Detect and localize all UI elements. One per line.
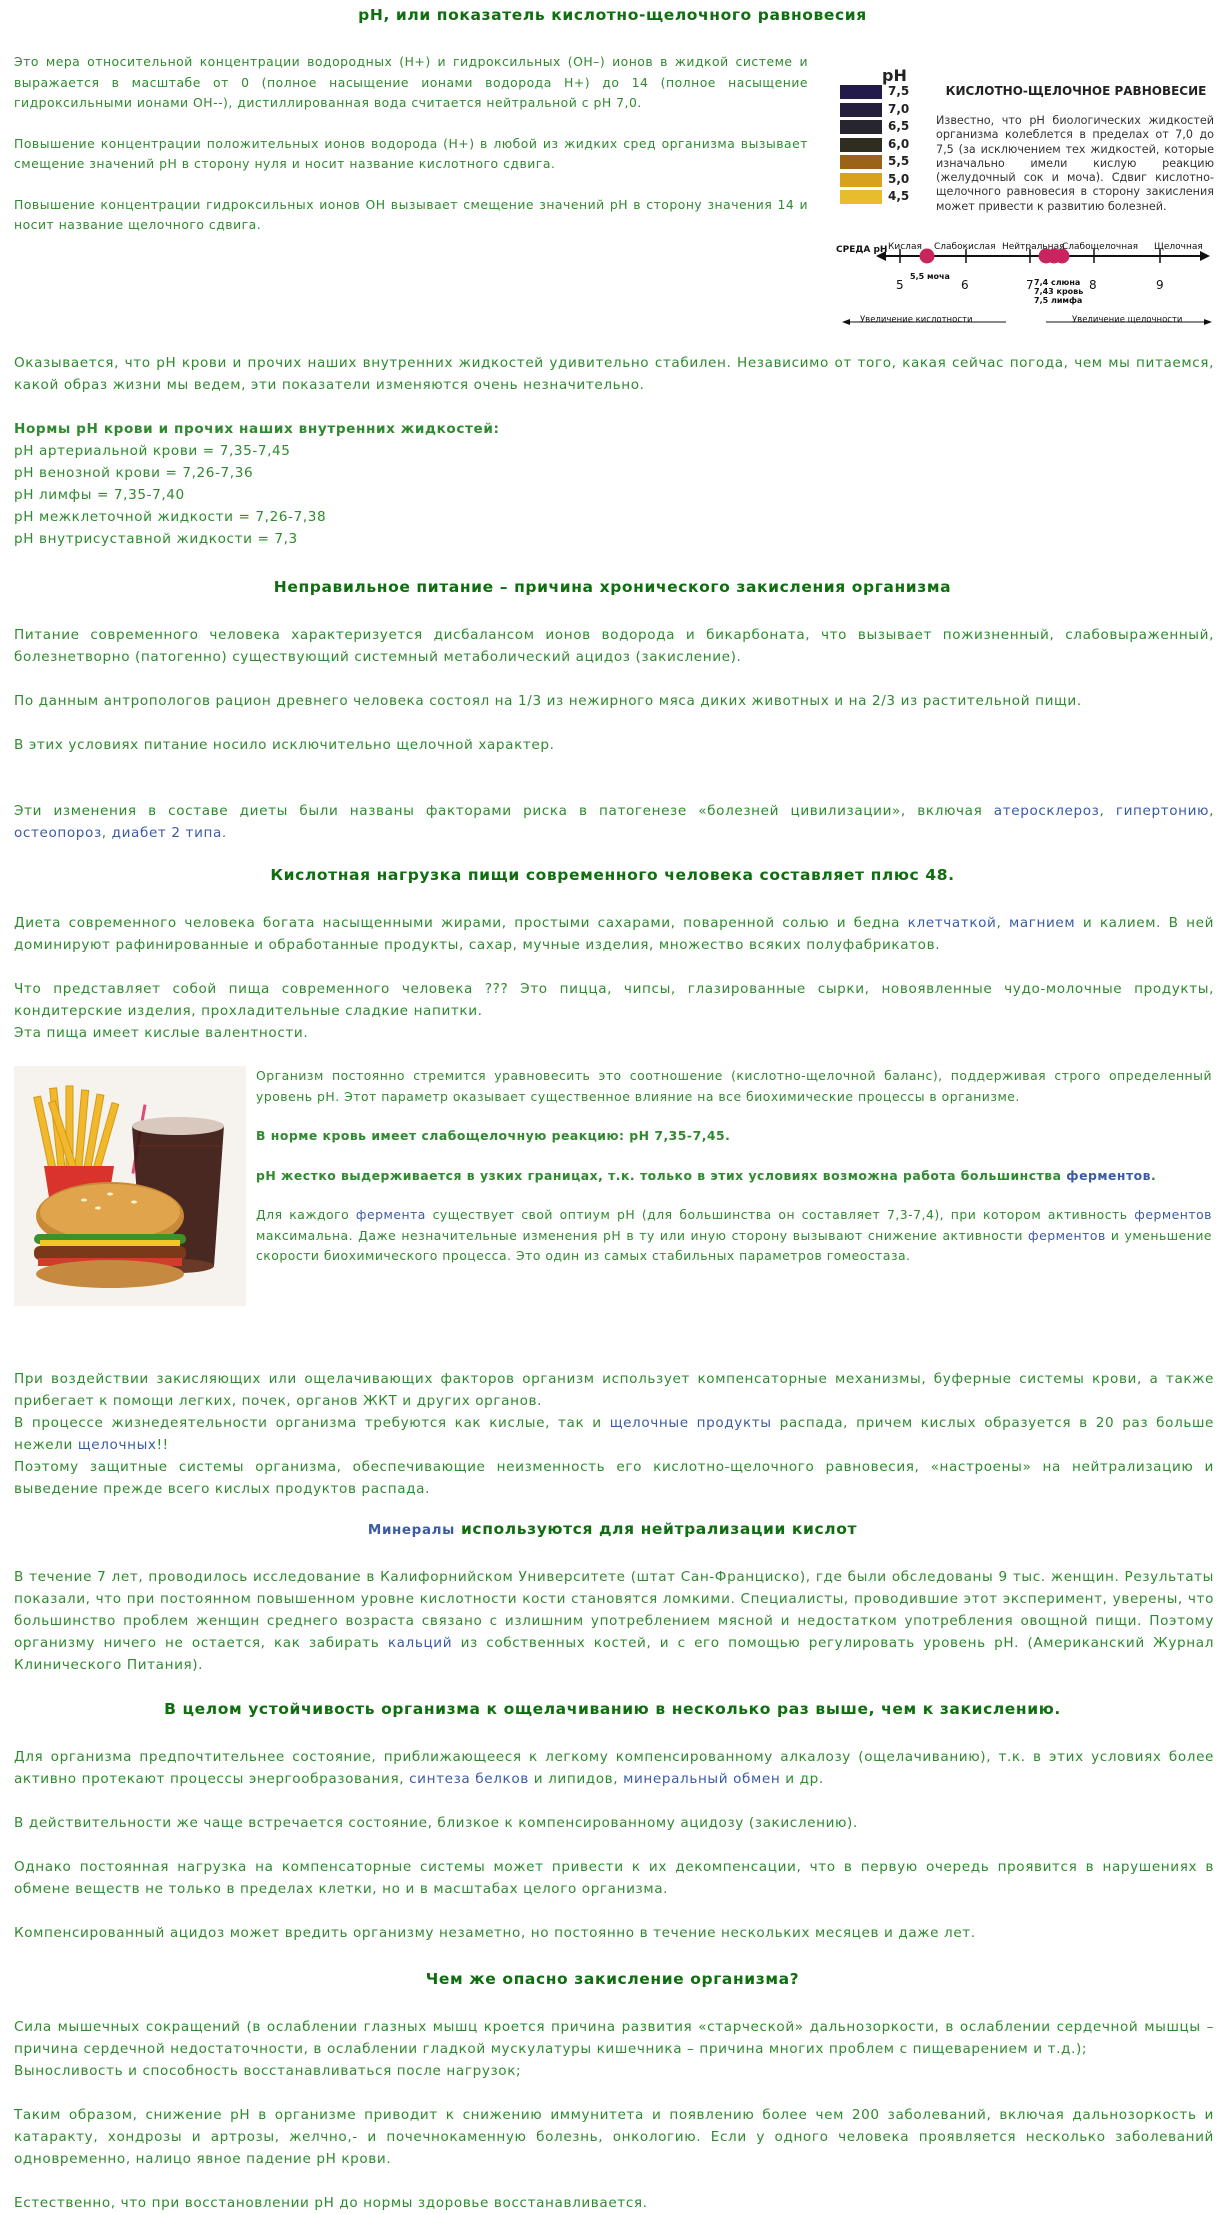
ph-scale-row (840, 137, 930, 153)
resistance-paragraph-4: Компенсированный ацидоз может вредить организму незаметно, но постоянно в течение нескольких месяцев и даже лет. (14, 1925, 976, 1941)
ph-scale-row (840, 154, 930, 170)
intro-paragraph-3: Повышение концентрации гидроксильных ионов ОН вызывает смещение значений рН в сторону значения 14 и носит название щелочного сдвига. (14, 196, 808, 232)
tick-7: 7 (1026, 278, 1034, 292)
section-nutrition (14, 624, 1214, 844)
acid-load-paragraph-2: Что представляет собой пища современного человека ??? Это пицца, чипсы, глазированные сырки, новоявленные чудо-молочные продукты, кондитерские изделия, прохладительные сладкие напитки. (14, 981, 1214, 1019)
section-heading-danger: Чем же опасно закисление организма? (425, 1970, 800, 1988)
norm-item: рН венозной крови = 7,26-7,36 (14, 465, 254, 481)
ph-color-swatch (840, 190, 882, 204)
section-acid-load (14, 912, 1214, 1044)
side-paragraph-3: рН жестко выдерживается в узких границах, т.к. только в этих условиях возможна работа большинства ферментов. (256, 1167, 1157, 1183)
norm-item: рН артериальной крови = 7,35-7,45 (14, 443, 291, 459)
link-enzymes-3[interactable]: ферментов (1028, 1227, 1106, 1243)
ph-scale-label: pH (882, 66, 907, 85)
ph-color-swatch (840, 120, 882, 134)
link-enzymes[interactable]: ферментов (1066, 1167, 1151, 1183)
ph-scale-row (840, 84, 930, 100)
danger-paragraph-1: Сила мышечных сокращений (в ослаблении глазных мышц кроется причина развития «старческой» дальнозоркости, в ослаблении сердечной мышцы – причина сердечной недостаточности, в ослаблении гладкой мускулатуры кишечника – причина многих проблем с пищеварением и т.д.); (14, 2019, 1214, 2057)
nutrition-paragraph-3: В этих условиях питание носило исключительно щелочной характер. (14, 737, 555, 753)
zone-alkaline: Щелочная (1154, 242, 1203, 252)
ph-color-swatch (840, 138, 882, 152)
nutrition-paragraph-1: Питание современного человека характеризуется дисбалансом ионов водорода и бикарбоната, что вызывает пожизненный, слабовыраженный, болезнетворно (патогенно) существующий системный метаболический ацидоз (закисление). (14, 627, 1214, 665)
ph-scale-row (840, 172, 930, 188)
compensation-paragraph-3: Поэтому защитные системы организма, обеспечивающие неизменность его кислотно-щелочного равновесия, «настроены» на нейтрализацию и выведение прежде всего кислых продуктов распада. (14, 1459, 1214, 1497)
section-compensation (14, 1368, 1214, 1500)
tick-5: 5 (896, 278, 904, 292)
section-danger (14, 2016, 1214, 2214)
ph-value-label: 7,0 (888, 101, 910, 116)
ph-value-label: 4,5 (888, 189, 910, 203)
ph-value-label: 5,5 (888, 154, 910, 168)
link-fiber[interactable]: клетчаткой (907, 915, 997, 931)
compensation-paragraph-1: При воздействии закисляющих или ощелачивающих факторов организм использует компенсаторные механизмы, буферные системы крови, а также прибегает к помощи легких, почек, органов ЖКТ и других органов. (14, 1371, 1214, 1409)
page-title: pH, или показатель кислотно-щелочного равновесия (358, 6, 867, 24)
link-atherosclerosis[interactable]: атеросклероз (993, 803, 1100, 819)
intro-paragraph-2: Повышение концентрации положительных ионов водорода (Н+) в любой из жидких сред организма вызывает смещение значений рН в сторону нуля и носит название кислотного сдвига. (14, 135, 808, 171)
ph-scale-row (840, 119, 930, 135)
acid-load-paragraph-3: Эта пища имеет кислые валентности. (14, 1025, 309, 1041)
ph-value-label: 6,0 (888, 136, 910, 151)
fast-food-image (14, 1066, 246, 1306)
zone-acid: Кислая (888, 242, 922, 252)
section-minerals (14, 1566, 1214, 1676)
ph-scale-row (840, 189, 930, 205)
danger-paragraph-2: Выносливость и способность восстанавливаться после нагрузок; (14, 2063, 522, 2079)
side-paragraph-1: Организм постоянно стремится уравновесить это соотношение (кислотно-щелочной баланс), поддерживая строго определенный уровень рН. Этот параметр оказывает существенное влияние на все биохимические процессы в организме. (256, 1068, 1212, 1104)
norm-item: рН межклеточной жидкости = 7,26-7,38 (14, 509, 327, 525)
tick-6: 6 (961, 278, 969, 292)
link-enzyme[interactable]: фермента (355, 1207, 426, 1222)
stability-paragraph: Оказывается, что рН крови и прочих наших внутренних жидкостей удивительно стабилен. Независимо от того, какая сейчас погода, чем мы питаемся, какой образ жизни мы ведем, эти показатели изменяются очень незначительно. (14, 355, 1214, 393)
axis-label: СРЕДА рН (836, 245, 888, 255)
ph-scale-row (840, 102, 930, 118)
link-alkaline-products[interactable]: щелочные продукты (609, 1415, 772, 1431)
tick-9: 9 (1156, 278, 1164, 292)
intro-paragraph-1: Это мера относительной концентрации водородных (Н+) и гидроксильных (ОН–) ионов в жидкой системе и выражается в масштабе от 0 (полное насыщение ионами водорода Н+) до 14 (полное насыщение гидроксильными ионами ОН-‐), дистиллированная вода считается нейтральной с рН 7,0. (14, 54, 808, 110)
norm-item: рН лимфы = 7,35-7,40 (14, 487, 185, 503)
nutrition-paragraph-2: По данным антропологов рацион древнего человека состоял на 1/3 из нежирного мяса диких животных и на 2/3 из растительной пищи. (14, 693, 1082, 709)
section-heading-resistance: В целом устойчивость организма к ощелачиванию в несколько раз выше, чем к закислению. (164, 1700, 1061, 1718)
zone-weak-acid: Слабокислая (934, 242, 996, 252)
fast-food-illustration (14, 1066, 246, 1306)
norm-item: рН внутрисуставной жидкости = 7,3 (14, 531, 298, 547)
side-paragraph-2: В норме кровь имеет слабощелочную реакцию: рН 7,35-7,45. (256, 1128, 731, 1143)
link-protein-synthesis[interactable]: синтеза белков (409, 1771, 529, 1787)
link-alkaline[interactable]: щелочных (77, 1437, 157, 1453)
link-enzymes-2[interactable]: ферментов (1134, 1207, 1212, 1222)
body-fluid-labels: 7,4 слюна 7,43 кровь 7,5 лимфа (1034, 278, 1084, 305)
acid-increase-label: Увеличение кислотности (860, 315, 973, 325)
alkaline-increase-label: Увеличение щелочности (1072, 315, 1183, 325)
link-osteoporosis[interactable]: остеопороз (14, 825, 102, 841)
ph-value-label: 6,5 (888, 119, 910, 133)
section-resistance (14, 1746, 1214, 1944)
ph-color-swatch (840, 155, 882, 169)
ph-color-swatch (840, 173, 882, 187)
acid-load-paragraph-1: Диета современного человека богата насыщенными жирами, простыми сахарами, поваренной солью и бедна клетчаткой, магнием и калием. В ней доминируют рафинированные и обработанные продукты, сахар, мучные изделия, множество всяких полуфабрикатов. (14, 915, 1214, 953)
intro-block (14, 52, 808, 236)
section-heading-minerals: Минералы используются для нейтрализации кислот (367, 1520, 858, 1538)
section-stability (14, 352, 1214, 550)
nutrition-paragraph-4: Эти изменения в составе диеты были названы факторами риска в патогенезе «болезней цивилизации», включая атеросклероз, гипертонию, остеопороз, диабет 2 типа. (14, 803, 1215, 841)
resistance-paragraph-2: В действительности же чаще встречается состояние, близкое к компенсированному ацидозу (закислению). (14, 1815, 858, 1831)
zone-weak-alkaline: Слабощелочная (1062, 242, 1139, 252)
link-calcium[interactable]: кальций (387, 1635, 453, 1651)
ph-color-swatch (840, 85, 882, 99)
danger-paragraph-4: Естественно, что при восстановлении рН до нормы здоровье восстанавливается. (14, 2195, 648, 2211)
minerals-paragraph: В течение 7 лет, проводилось исследование в Калифорнийском Университете (штат Сан-Франциско), где были обследованы 9 тыс. женщин. Результаты показали, что при постоянном повышенном уровне кислотности кости становятся ломкими. Специалисты, проводившие этот эксперимент, уверены, что большинство проблем женщин среднего возраста связано с излишним употреблением мясной и недостатком употребления овощной пищи. Поэтому организму ничего не остается, как забирать кальций из собственных костей, и с его помощью регулировать уровень рН. (Американский Журнал Клинического Питания). (14, 1569, 1214, 1673)
zone-neutral: Нейтральная (1002, 242, 1065, 252)
norms-heading: Нормы рН крови и прочих наших внутренних жидкостей: (14, 421, 500, 437)
figure-text: Известно, что рН биологических жидкостей организма колеблется в пределах от 7,0 до 7,5 (за исключением тех жидкостей, которые изначально имели кислую реакцию (желудочный сок и моча). Сдвиг кислотно-щелочного равновесия в сторону закисления может привести к развитию болезней. (936, 114, 1214, 213)
link-hypertension[interactable]: гипертонию (1115, 803, 1210, 819)
section-heading-nutrition: Неправильное питание – причина хронического закисления организма (273, 578, 952, 596)
resistance-paragraph-1: Для организма предпочтительнее состояние, приближающееся к легкому компенсированному алкалозу (ощелачиванию), т.к. в этих условиях более активно протекают процессы энергообразования, синтеза белков и липидов, минеральный обмен и др. (14, 1749, 1214, 1787)
ph-value-label: 7,5 (888, 84, 910, 98)
ph-figure (836, 60, 1216, 336)
urine-label: 5,5 моча (910, 272, 950, 281)
link-diabetes[interactable]: диабет 2 типа (111, 825, 222, 841)
side-paragraph-4: Для каждого фермента существует свой оптиум рН (для большинства он составляет 7,3-7,4), при котором активность ферментов максимальна. Даже незначительные изменения рН в ту или иную сторону вызывают снижение активности ферментов и уменьшение скорости биохимического процесса. Это один из самых стабильных параметров гомеостаза. (256, 1207, 1213, 1263)
resistance-paragraph-3: Однако постоянная нагрузка на компенсаторные системы может привести к их декомпенсации, что в первую очередь проявится в нарушениях в обмене веществ не только в пределах клетки, но и в масштабах целого организма. (14, 1859, 1214, 1897)
ph-color-swatch (840, 103, 882, 117)
compensation-paragraph-2: В процессе жизнедеятельности организма требуются как кислые, так и щелочные продукты распада, причем кислых образуется в 20 раз больше нежели щелочных!! (14, 1415, 1214, 1453)
side-text-block (256, 1066, 1212, 1267)
link-magnesium[interactable]: магнием (1008, 915, 1076, 931)
danger-paragraph-3: Таким образом, снижение рН в организме приводит к снижению иммунитета и появлению более чем 200 заболеваний, включая дальнозоркость и катаракту, хондрозы и артрозы, желчно,- и почечнокаменную болезнь, онкологию. Если у одного человека проявляется несколько заболеваний одновременно, налицо явное падение рН крови. (14, 2107, 1214, 2167)
ph-value-label: 5,0 (888, 171, 910, 186)
section-heading-acid-load: Кислотная нагрузка пищи современного человека составляет плюс 48. (270, 866, 955, 884)
tick-8: 8 (1089, 278, 1097, 292)
figure-heading: КИСЛОТНО-ЩЕЛОЧНОЕ РАВНОВЕСИЕ (945, 84, 1207, 98)
link-minerals[interactable]: Минералы (367, 1522, 455, 1538)
link-mineral-metabolism[interactable]: минеральный обмен (623, 1771, 781, 1787)
